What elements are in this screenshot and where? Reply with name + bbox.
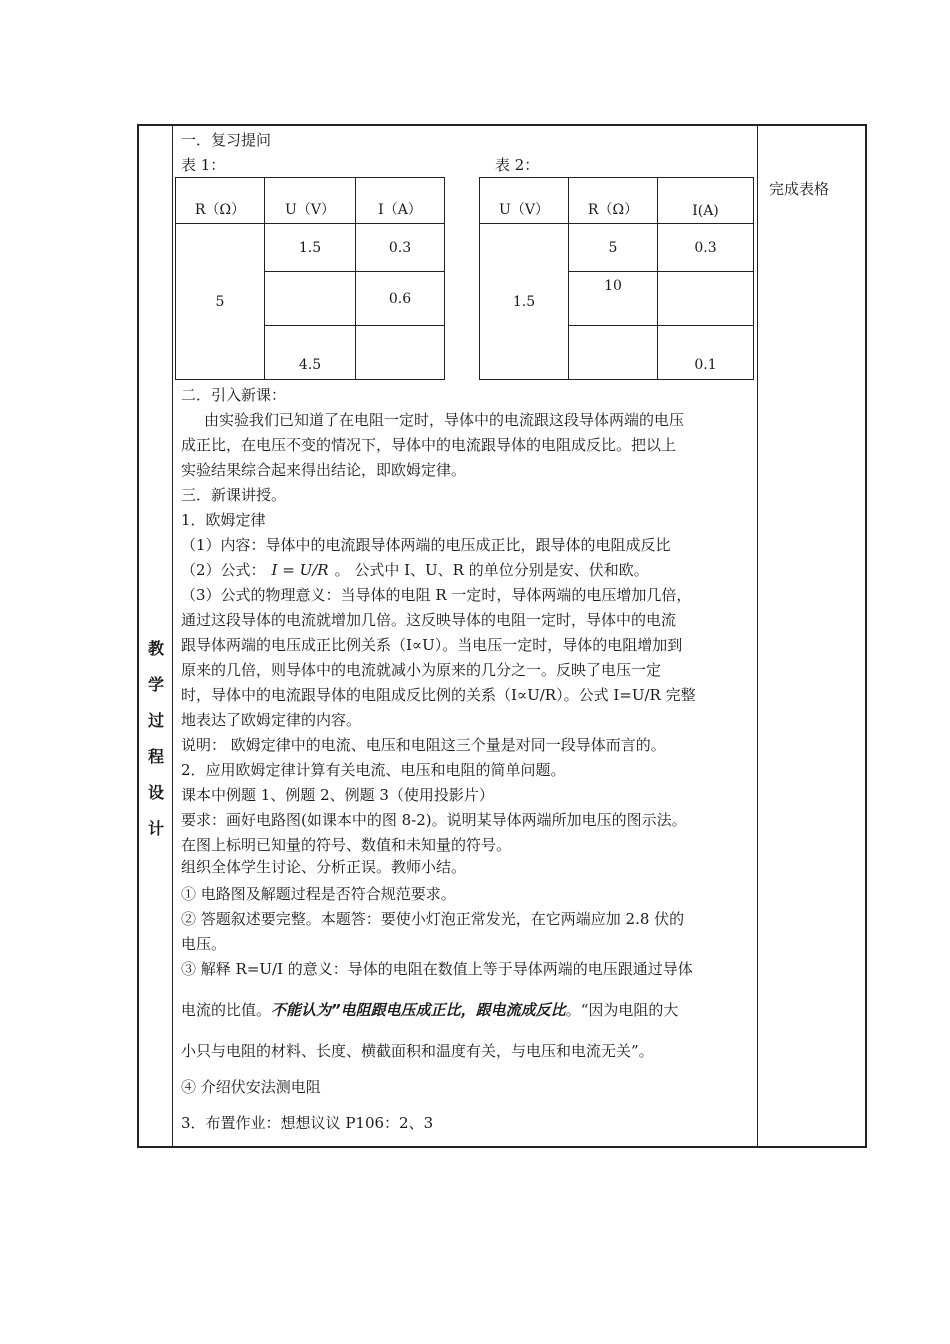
side-char: 计 [147,819,164,838]
table1-header: R（Ω） [176,178,265,224]
table1-cell: 0.3 [356,224,445,272]
requirement-line: 在图上标明已知量的符号、数值和未知量的符号。 [181,836,512,854]
table2-cell [658,272,754,326]
point-3: 3．布置作业：想想议议 P106：2、3 [181,1114,434,1132]
meaning-line: 跟导体两端的电压成正比例关系（I∝U）。当电压一定时，导体的电阻增加到 [181,636,683,654]
table1-merged-cell: 5 [176,224,265,380]
discuss-line: 组织全体学生讨论、分析正误。教师小结。 [181,858,467,876]
table-1 [175,177,445,380]
table1-cell [356,326,445,380]
summary-item-4: ④ 介绍伏安法测电阻 [181,1078,321,1096]
summary-item-3-end: 小只与电阻的材料、长度、横截面积和温度有关，与电压和电流无关”。 [181,1042,654,1060]
table1-cell [265,272,356,326]
section2-heading: 二．引入新课： [181,386,287,404]
meaning-line: 地表达了欧姆定律的内容。 [181,711,362,729]
item3-pre: 电流的比值。 [181,1001,272,1019]
summary-item-3-cont [181,1000,678,1020]
note-line: 说明： 欧姆定律中的电流、电压和电阻这三个量是对同一段导体而言的。 [181,736,666,754]
side-column [139,126,173,1146]
formula-line [181,560,649,580]
side-char: 学 [147,675,164,694]
formula: I = U/R [271,561,329,579]
table1-cell: 4.5 [265,326,356,380]
table2-header: R（Ω） [569,178,658,224]
meaning-line: （3）公式的物理意义：当导体的电阻 R 一定时，导体两端的电压增加几倍， [181,586,692,604]
requirement-line: 要求：画好电路图(如课本中的图 8-2)。说明某导体两端所加电压的图示法。 [181,811,687,829]
table2-cell: 5 [569,224,658,272]
summary-item-2-cont: 电压。 [181,935,227,953]
table1-cell: 1.5 [265,224,356,272]
item3-post: 。“因为电阻的大 [565,1001,679,1019]
meaning-line: 原来的几倍，则导体中的电流就减小为原来的几分之一。反映了电压一定 [181,661,662,679]
table-2 [479,177,754,380]
table2-header: I(A) [658,178,754,224]
table1-header: I（A） [356,178,445,224]
table2-merged-cell: 1.5 [480,224,569,380]
example-line: 课本中例题 1、例题 2、例题 3（使用投影片） [181,786,494,804]
point-2: 2．应用欧姆定律计算有关电流、电压和电阻的简单问题。 [181,761,566,779]
side-label [139,631,173,847]
table2-label: 表 2： [495,156,540,174]
section3-heading: 三．新课讲授。 [181,486,287,504]
table2-cell [569,326,658,380]
item3-emphasis: 不能认为”电阻跟电压成正比，跟电流成反比 [271,1001,566,1019]
table2-cell: 0.1 [658,326,754,380]
table2-header: U（V） [480,178,569,224]
table2-cell: 10 [569,272,658,326]
section2-line: 由实验我们已知道了在电阻一定时，导体中的电流跟这段导体两端的电压 [204,411,685,429]
meaning-line: 通过这段导体的电流就增加几倍。这反映导体的电阻一定时，导体中的电流 [181,611,677,629]
table1-header: U（V） [265,178,356,224]
side-char: 程 [147,747,164,766]
side-char: 教 [147,639,164,658]
meaning-line: 时，导体中的电流跟导体的电阻成反比例的关系（I∝U/R）。公式 I=U/R 完整 [181,686,696,704]
right-note: 完成表格 [769,180,830,198]
section2-line: 实验结果综合起来得出结论，即欧姆定律。 [181,461,467,479]
table2-cell: 0.3 [658,224,754,272]
summary-item-1: ① 电路图及解题过程是否符合规范要求。 [181,885,456,903]
side-char: 过 [147,711,164,730]
formula-prefix: （2）公式： [181,561,266,579]
table1-cell: 0.6 [356,272,445,326]
side-char: 设 [147,783,164,802]
formula-suffix: 。 公式中 I、U、R 的单位分别是安、伏和欧。 [334,561,649,579]
point-1: 1．欧姆定律 [181,511,266,529]
section2-line: 成正比，在电压不变的情况下，导体中的电流跟导体的电阻成反比。把以上 [181,436,677,454]
section1-heading: 一．复习提问 [181,131,272,149]
summary-item-2: ② 答题叙述要完整。本题答：要使小灯泡正常发光，在它两端应加 2.8 伏的 [181,910,685,928]
table1-label: 表 1： [181,156,226,174]
law-content: （1）内容：导体中的电流跟导体两端的电压成正比，跟导体的电阻成反比 [181,536,671,554]
column-divider-right [757,126,758,1146]
summary-item-3: ③ 解释 R=U/I 的意义：导体的电阻在数值上等于导体两端的电压跟通过导体 [181,960,693,978]
